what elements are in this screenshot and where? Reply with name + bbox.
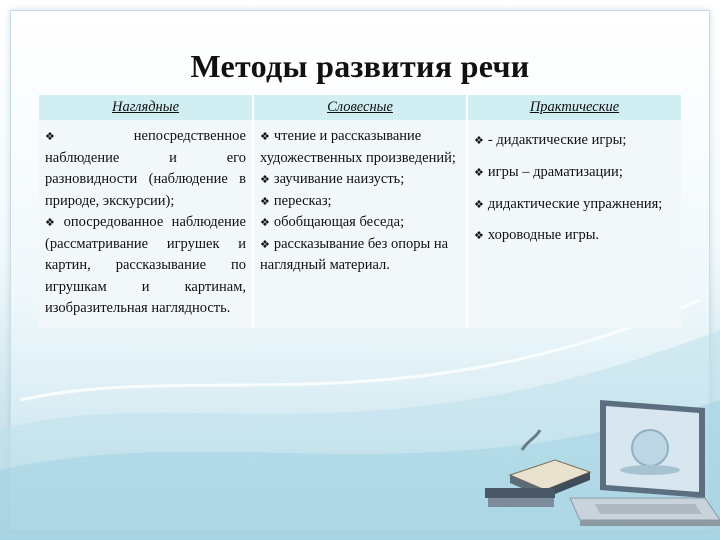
header-verbal: Словесные xyxy=(253,95,467,120)
list-item: ❖ заучивание наизусть; xyxy=(260,171,405,187)
header-visual: Наглядные xyxy=(39,95,253,120)
slide-title: Методы развития речи xyxy=(190,48,530,84)
header-practical: Практические xyxy=(467,95,681,120)
list-item: ❖ непосредственное наблюдение и его разновидности (наблюдение в природе, экскурсии); xyxy=(45,128,246,209)
list-item: ❖ дидактические упражнения; xyxy=(474,196,663,212)
list-item: ❖ обобщающая беседа; xyxy=(260,214,405,230)
cell-verbal xyxy=(253,120,467,328)
table-header-row xyxy=(39,95,681,120)
cell-practical xyxy=(467,120,681,328)
cell-visual xyxy=(39,120,253,328)
list-item: ❖ игры – драматизации; xyxy=(474,164,623,180)
diamond-bullet-icon: ❖ xyxy=(45,216,60,229)
diamond-bullet-icon: ❖ xyxy=(45,130,130,143)
diamond-bullet-icon: ❖ xyxy=(260,130,270,143)
diamond-bullet-icon: ❖ xyxy=(474,134,484,147)
laptop-book-icon xyxy=(480,380,720,540)
list-item: ❖ хороводные игры. xyxy=(474,227,600,243)
list-item: ❖ пересказ; xyxy=(260,192,332,209)
diamond-bullet-icon: ❖ xyxy=(474,229,484,242)
diamond-bullet-icon: ❖ xyxy=(260,216,270,229)
diamond-bullet-icon: ❖ xyxy=(260,237,270,251)
diamond-bullet-icon: ❖ xyxy=(474,166,484,179)
diamond-bullet-icon: ❖ xyxy=(474,198,484,211)
list-item: ❖ опосредованное наблюдение (рассматривание игрушек и картин, рассказывание по игрушкам и картинам, изобразительная наглядность. xyxy=(45,214,246,316)
methods-table xyxy=(39,95,681,328)
list-item: ❖ рассказывание без опоры на наглядный материал. xyxy=(260,235,449,273)
list-item: ❖ чтение и рассказывание художественных произведений; xyxy=(260,128,456,166)
table-row xyxy=(39,120,681,328)
diamond-bullet-icon: ❖ xyxy=(260,173,270,186)
diamond-bullet-icon: ❖ xyxy=(260,194,270,208)
list-item: ❖ - дидактические игры; xyxy=(474,132,627,148)
